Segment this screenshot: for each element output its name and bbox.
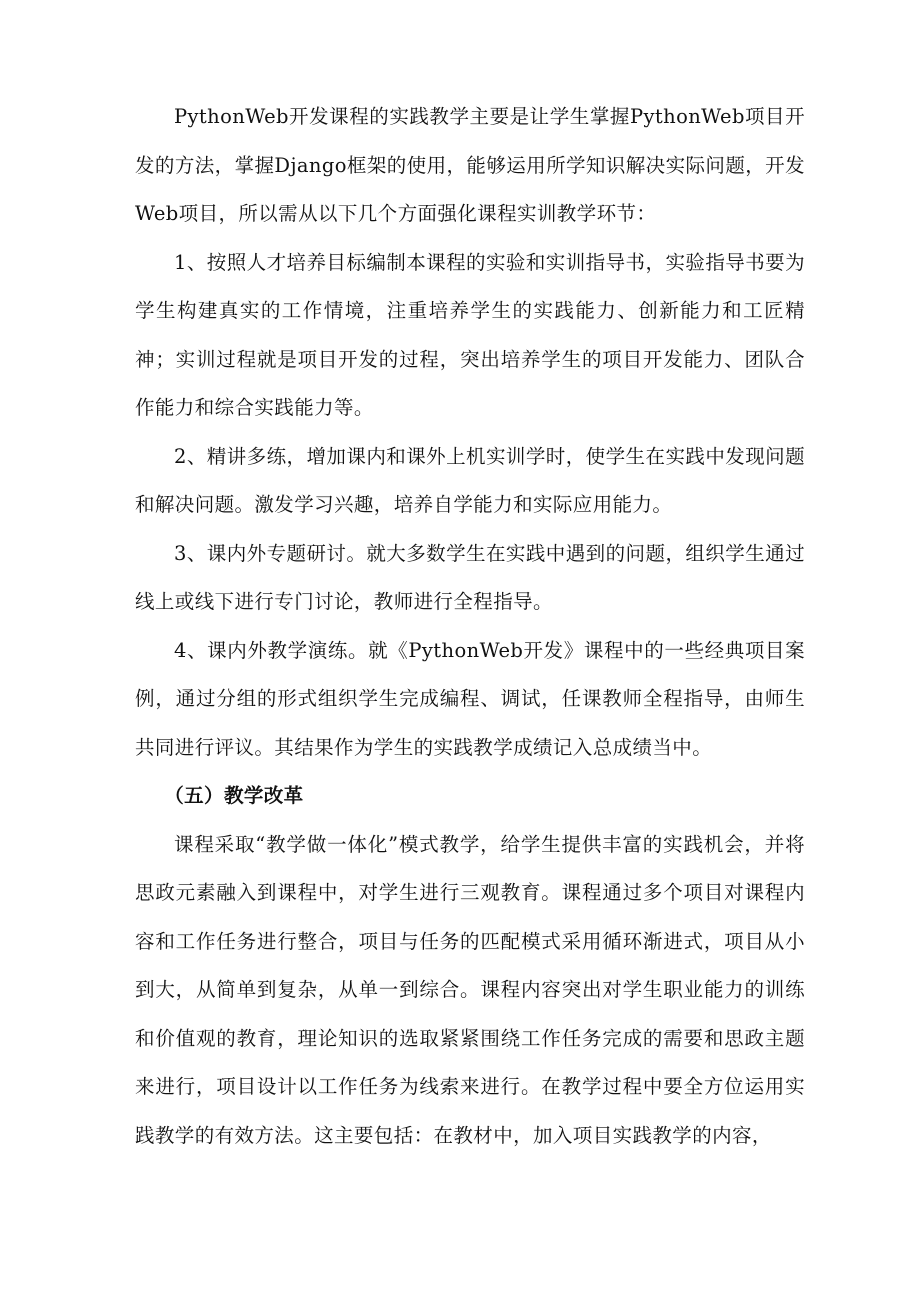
training-item-2: 2、精讲多练，增加课内和课外上机实训学时，使学生在实践中发现问题和解决问题。激发学习兴趣，培养自学能力和实际应用能力。 (135, 444, 805, 516)
training-item-4: 4、课内外教学演练。就《PythonWeb开发》课程中的一些经典项目案例，通过分组的形式组织学生完成编程、调试，任课教师全程指导，由师生共同进行评议。其结果作为学生的实践教学成绩记入总成绩当中。 (135, 638, 805, 759)
training-item-3: 3、课内外专题研讨。就大多数学生在实践中遇到的问题，组织学生通过线上或线下进行专门讨论，教师进行全程指导。 (135, 541, 805, 613)
document-body (135, 93, 805, 1160)
training-item-1: 1、按照人才培养目标编制本课程的实验和实训指导书，实验指导书要为学生构建真实的工作情境，注重培养学生的实践能力、创新能力和工匠精神；实训过程就是项目开发的过程，突出培养学生的项目开发能力、团队合作能力和综合实践能力等。 (135, 250, 805, 419)
intro-paragraph: PythonWeb开发课程的实践教学主要是让学生掌握PythonWeb项目开发的方法，掌握Django框架的使用，能够运用所学知识解决实际问题，开发Web项目，所以需从以下几个方面强化课程实训教学环节： (135, 105, 805, 225)
reform-paragraph: 课程采取“教学做一体化”模式教学，给学生提供丰富的实践机会，并将思政元素融入到课程中，对学生进行三观教育。课程通过多个项目对课程内容和工作任务进行整合，项目与任务的匹配模式采用循环渐进式，项目从小到大，从简单到复杂，从单一到综合。课程内容突出对学生职业能力的训练和价值观的教育，理论知识的选取紧紧围绕工作任务完成的需要和思政主题来进行，项目设计以工作任务为线索来进行。在教学过程中要全方位运用实践教学的有效方法。这主要包括：在教材中，加入项目实践教学的内容， (135, 832, 805, 1147)
section-heading: （五）教学改革 (164, 784, 304, 807)
